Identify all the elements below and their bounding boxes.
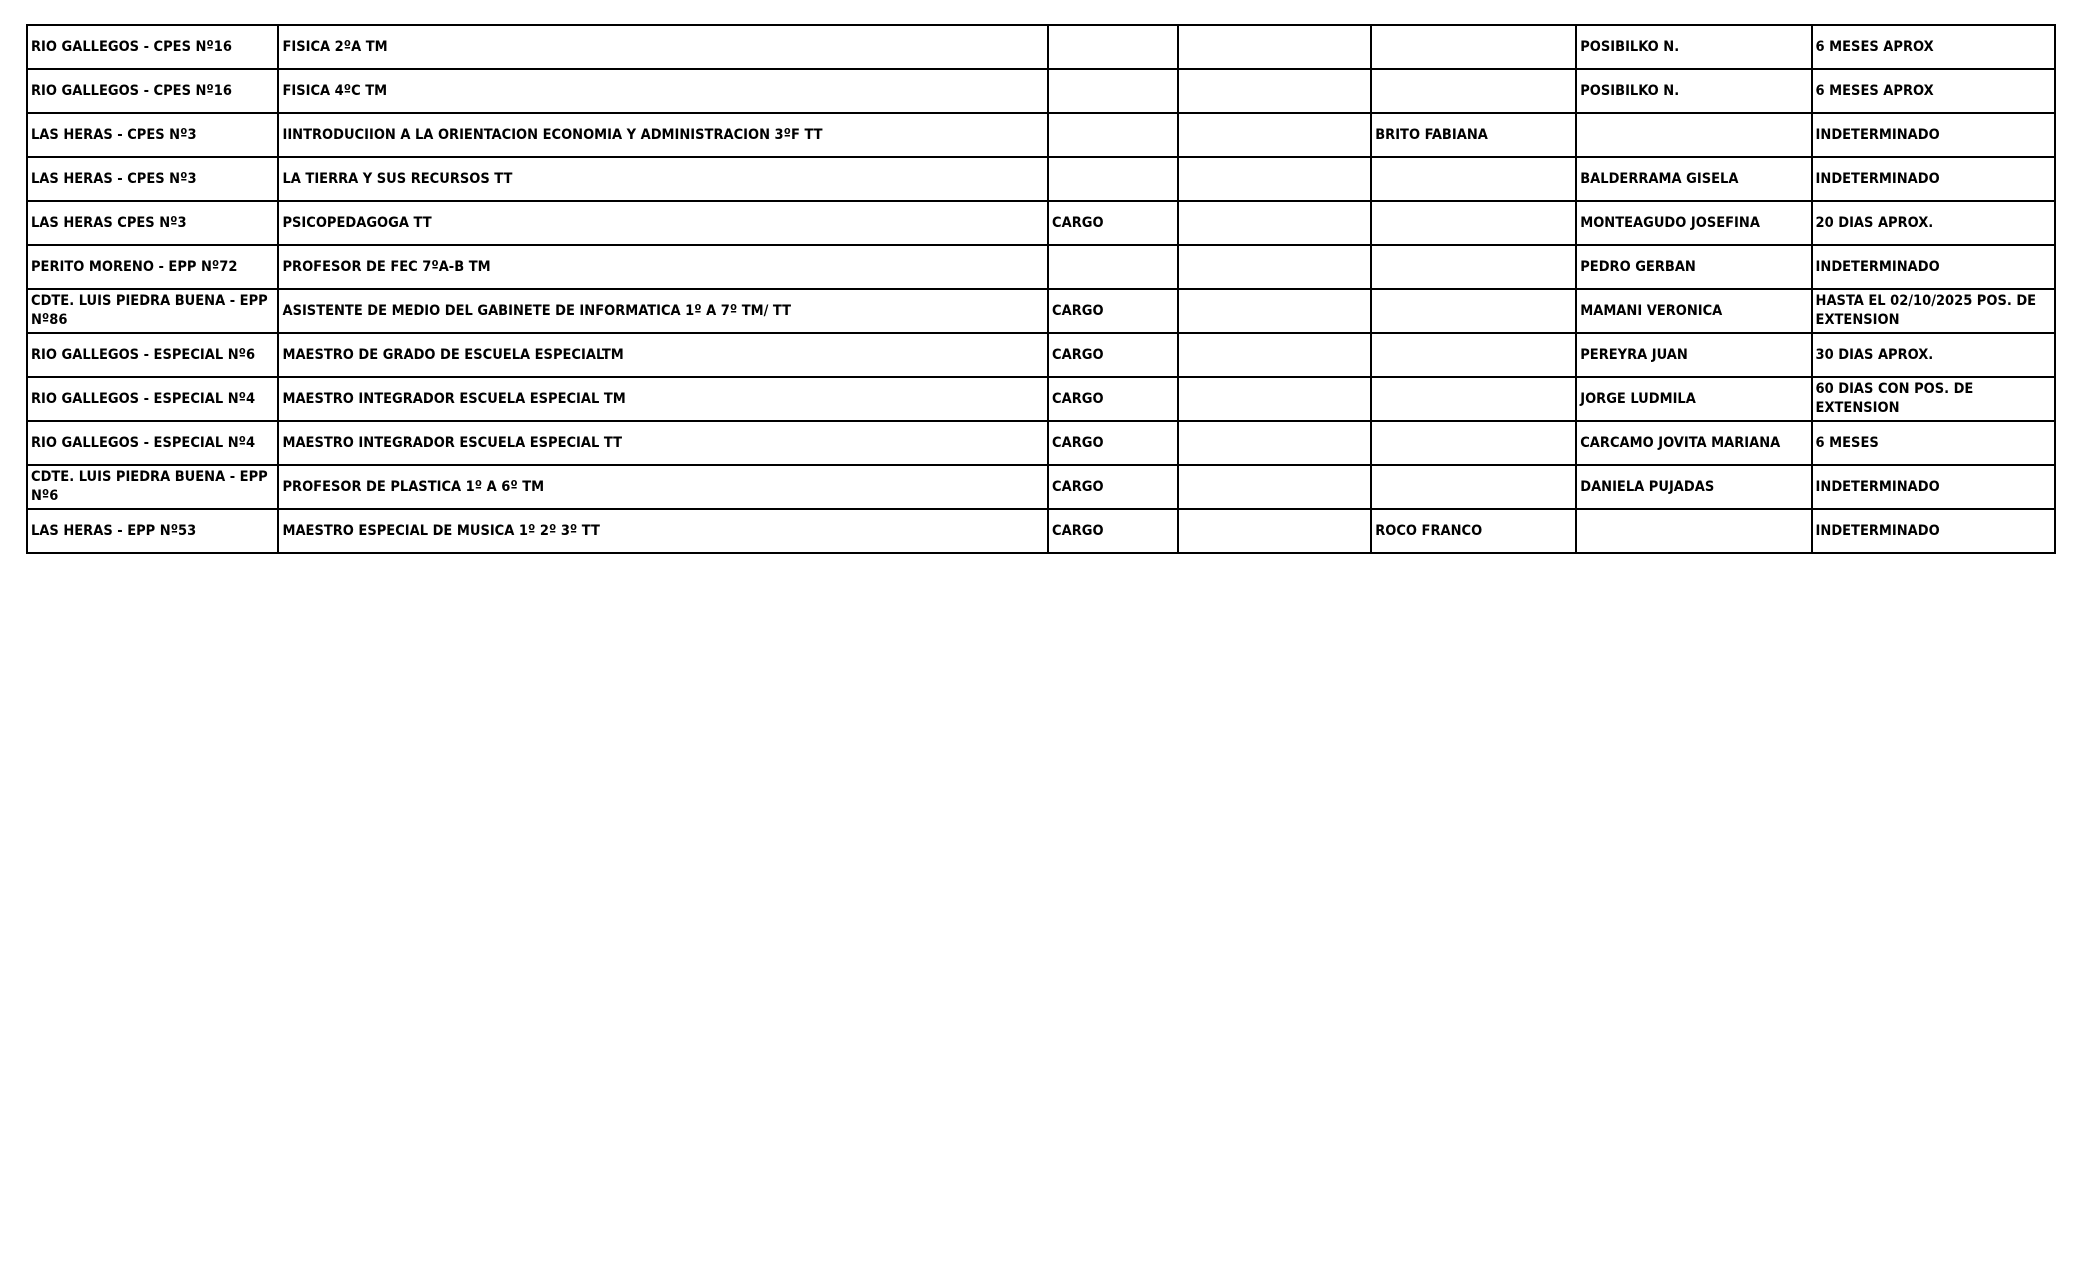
cell-col4	[1178, 113, 1371, 157]
cell-duration: 20 DIAS APROX.	[1812, 201, 2055, 245]
cell-subject: FISICA 2ºA TM	[278, 25, 1048, 69]
cell-duration: 60 DIAS CON POS. DE EXTENSION	[1812, 377, 2055, 421]
spreadsheet-page	[26, 24, 2056, 554]
cell-type	[1048, 25, 1178, 69]
cell-duration: INDETERMINADO	[1812, 113, 2055, 157]
cell-col5	[1371, 157, 1576, 201]
cell-location: PERITO MORENO - EPP Nº72	[27, 245, 278, 289]
cell-col5: ROCO FRANCO	[1371, 509, 1576, 553]
cell-col4	[1178, 465, 1371, 509]
cell-type	[1048, 245, 1178, 289]
cell-col5	[1371, 69, 1576, 113]
cell-subject: PROFESOR DE PLASTICA 1º A 6º TM	[278, 465, 1048, 509]
cell-duration: 6 MESES	[1812, 421, 2055, 465]
table-row	[27, 201, 2055, 245]
cell-location: RIO GALLEGOS - ESPECIAL Nº4	[27, 421, 278, 465]
cell-duration: INDETERMINADO	[1812, 245, 2055, 289]
cell-location: LAS HERAS CPES Nº3	[27, 201, 278, 245]
cell-teacher: DANIELA PUJADAS	[1576, 465, 1811, 509]
cell-teacher: BALDERRAMA GISELA	[1576, 157, 1811, 201]
cell-duration: INDETERMINADO	[1812, 157, 2055, 201]
cell-duration: 30 DIAS APROX.	[1812, 333, 2055, 377]
cell-col5	[1371, 289, 1576, 333]
cell-duration: 6 MESES APROX	[1812, 25, 2055, 69]
cell-type: CARGO	[1048, 377, 1178, 421]
cell-type	[1048, 69, 1178, 113]
cell-col5	[1371, 201, 1576, 245]
table-row	[27, 421, 2055, 465]
vacancy-table	[26, 24, 2056, 554]
cell-location: LAS HERAS - EPP Nº53	[27, 509, 278, 553]
cell-col4	[1178, 245, 1371, 289]
cell-col5	[1371, 245, 1576, 289]
cell-location: CDTE. LUIS PIEDRA BUENA - EPP Nº6	[27, 465, 278, 509]
table-row	[27, 377, 2055, 421]
cell-col5	[1371, 333, 1576, 377]
cell-location: RIO GALLEGOS - ESPECIAL Nº6	[27, 333, 278, 377]
cell-col4	[1178, 377, 1371, 421]
cell-type: CARGO	[1048, 333, 1178, 377]
cell-subject: PROFESOR DE FEC 7ºA-B TM	[278, 245, 1048, 289]
cell-col4	[1178, 25, 1371, 69]
cell-col4	[1178, 509, 1371, 553]
table-row	[27, 69, 2055, 113]
cell-teacher: JORGE LUDMILA	[1576, 377, 1811, 421]
cell-teacher: CARCAMO JOVITA MARIANA	[1576, 421, 1811, 465]
cell-duration: INDETERMINADO	[1812, 509, 2055, 553]
cell-type	[1048, 113, 1178, 157]
cell-teacher: POSIBILKO N.	[1576, 25, 1811, 69]
table-row	[27, 25, 2055, 69]
cell-subject: MAESTRO INTEGRADOR ESCUELA ESPECIAL TM	[278, 377, 1048, 421]
cell-type: CARGO	[1048, 509, 1178, 553]
cell-teacher	[1576, 113, 1811, 157]
table-row	[27, 333, 2055, 377]
cell-subject: MAESTRO INTEGRADOR ESCUELA ESPECIAL TT	[278, 421, 1048, 465]
cell-type: CARGO	[1048, 289, 1178, 333]
cell-location: LAS HERAS - CPES Nº3	[27, 113, 278, 157]
cell-subject: IINTRODUCIION A LA ORIENTACION ECONOMIA Y ADMINISTRACION 3ºF TT	[278, 113, 1048, 157]
cell-location: RIO GALLEGOS - CPES Nº16	[27, 69, 278, 113]
cell-col5	[1371, 421, 1576, 465]
cell-duration: 6 MESES APROX	[1812, 69, 2055, 113]
cell-col4	[1178, 201, 1371, 245]
cell-subject: ASISTENTE DE MEDIO DEL GABINETE DE INFORMATICA 1º A 7º TM/ TT	[278, 289, 1048, 333]
table-row	[27, 113, 2055, 157]
table-row	[27, 245, 2055, 289]
cell-col4	[1178, 289, 1371, 333]
cell-col5	[1371, 465, 1576, 509]
table-row	[27, 465, 2055, 509]
cell-subject: LA TIERRA Y SUS RECURSOS TT	[278, 157, 1048, 201]
cell-col4	[1178, 157, 1371, 201]
cell-teacher: MONTEAGUDO JOSEFINA	[1576, 201, 1811, 245]
cell-location: RIO GALLEGOS - ESPECIAL Nº4	[27, 377, 278, 421]
cell-subject: MAESTRO ESPECIAL DE MUSICA 1º 2º 3º TT	[278, 509, 1048, 553]
cell-type: CARGO	[1048, 201, 1178, 245]
cell-col5	[1371, 377, 1576, 421]
cell-subject: MAESTRO DE GRADO DE ESCUELA ESPECIALTM	[278, 333, 1048, 377]
cell-teacher: PEDRO GERBAN	[1576, 245, 1811, 289]
cell-duration: INDETERMINADO	[1812, 465, 2055, 509]
table-body	[27, 25, 2055, 553]
cell-teacher: MAMANI VERONICA	[1576, 289, 1811, 333]
cell-location: CDTE. LUIS PIEDRA BUENA - EPP Nº86	[27, 289, 278, 333]
cell-location: LAS HERAS - CPES Nº3	[27, 157, 278, 201]
cell-teacher: PEREYRA JUAN	[1576, 333, 1811, 377]
cell-col4	[1178, 69, 1371, 113]
table-row	[27, 509, 2055, 553]
cell-duration: HASTA EL 02/10/2025 POS. DE EXTENSION	[1812, 289, 2055, 333]
cell-col4	[1178, 421, 1371, 465]
cell-type: CARGO	[1048, 465, 1178, 509]
cell-col5	[1371, 25, 1576, 69]
table-row	[27, 157, 2055, 201]
cell-subject: PSICOPEDAGOGA TT	[278, 201, 1048, 245]
cell-col4	[1178, 333, 1371, 377]
cell-type	[1048, 157, 1178, 201]
cell-col5: BRITO FABIANA	[1371, 113, 1576, 157]
table-row	[27, 289, 2055, 333]
cell-type: CARGO	[1048, 421, 1178, 465]
cell-teacher: POSIBILKO N.	[1576, 69, 1811, 113]
cell-location: RIO GALLEGOS - CPES Nº16	[27, 25, 278, 69]
cell-teacher	[1576, 509, 1811, 553]
cell-subject: FISICA 4ºC TM	[278, 69, 1048, 113]
